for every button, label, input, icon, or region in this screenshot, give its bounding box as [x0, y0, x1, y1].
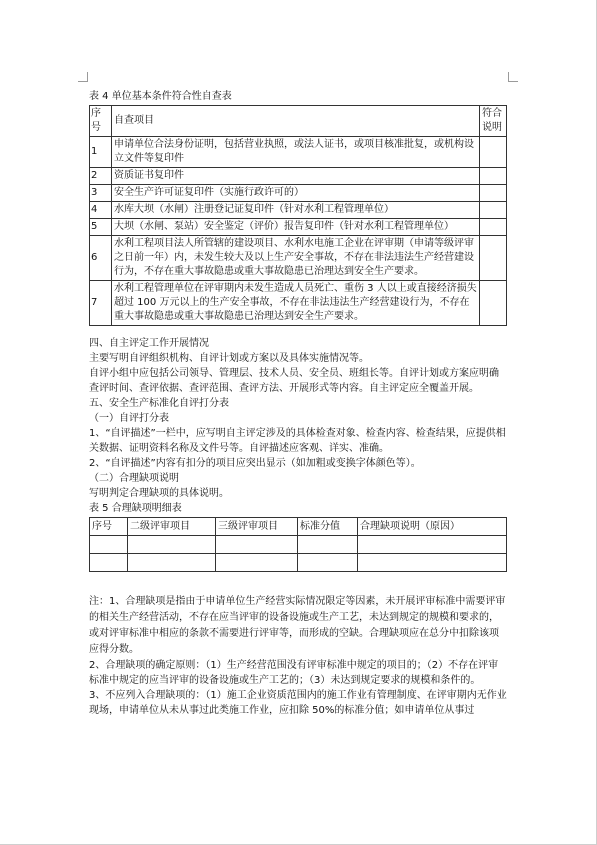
note-1: 注：1、合理缺项是指由于申请单位生产经营实际情况限定等因素，未开展评审标准中需要评审的相关生产经营活动，不存在应当评审的设备设施或生产工艺，未达到规定的规模和要求的，或对评审标准中相应的条款不需要进行评审等，而形成的空缺。合理缺项应在总分中扣除该项应得分数。: [89, 596, 506, 655]
section4-paragraph-2: 自评小组中应包括公司领导、管理层、技术人员、安全员、班组长等。自评计划或方案应明确查评时间、查评依据、查评范围、查评方法、开展形式等内容。自主评定应全覆盖开展。: [89, 368, 499, 394]
table-row: [90, 137, 507, 168]
table4-header-ok: 符合说明: [480, 106, 507, 137]
table5-header-reason: 合理缺项说明（原因）: [358, 518, 507, 536]
section5-title: 五、安全生产标准化自评打分表: [89, 398, 229, 409]
table-row: [90, 281, 507, 326]
table4-cell-item: 安全生产许可证复印件（实施行政许可的）: [112, 185, 480, 202]
table4-cell-item: 水利工程管理单位在评审期内未发生造成人员死亡、重伤 3 人以上或直接经济损失超过 100 万元以上的生产安全事故，不存在非法违法生产经营建设行为，不存在重大事故隐患或重大事故隐患已治理达到安全生产要求。: [112, 281, 480, 326]
table5-header-level3: 三级评审项目: [216, 518, 298, 536]
table5-cell: [128, 554, 216, 572]
note-3: 3、不应列入合理缺项的：（1）施工企业资质范围内的施工作业有管理制度、在评审期内无作业现场，申请单位从未从事过此类施工作业，应扣除 50%的标准分值；如申请单位从事过: [89, 690, 507, 716]
table4-cell-item: 资质证书复印件: [112, 168, 480, 185]
table4-cell-no: 3: [90, 185, 112, 202]
table5-header-row: [90, 518, 507, 536]
table4-cell-ok: [480, 219, 507, 236]
table-row: [90, 185, 507, 202]
table4-cell-item: 大坝（水闸、泵站）安全鉴定（评价）报告复印件（针对水利工程管理单位）: [112, 219, 480, 236]
table5-cell: [358, 554, 507, 572]
table5-cell: [90, 536, 128, 554]
table4-cell-item: 申请单位合法身份证明，包括营业执照，或法人证书，或项目核准批复，或机构设立文件等复印件: [112, 137, 480, 168]
crop-mark-top-right: [508, 72, 518, 82]
table5-header-level2: 二级评审项目: [128, 518, 216, 536]
document-body: [89, 89, 507, 718]
table5-cell: [216, 554, 298, 572]
table-row: [90, 219, 507, 236]
table-row: [90, 202, 507, 219]
table4-cell-no: 7: [90, 281, 112, 326]
table4-cell-ok: [480, 281, 507, 326]
table4-cell-item: 水库大坝（水闸）注册登记证复印件（针对水利工程管理单位）: [112, 202, 480, 219]
table-row: [90, 554, 507, 572]
table4-header-row: [90, 106, 507, 137]
table5-cell: [90, 554, 128, 572]
table-row: [90, 536, 507, 554]
table-row: [90, 236, 507, 281]
table4-header-no: 序号: [90, 106, 112, 137]
section5-paragraph: 写明判定合理缺项的具体说明。: [89, 488, 229, 499]
crop-mark-top-left: [78, 72, 88, 82]
table5-cell: [298, 554, 358, 572]
table5-header-score: 标准分值: [298, 518, 358, 536]
section5-item-2: 2、“自评描述”内容有扣分的项目应突出显示（如加粗或变换字体颜色等）。: [89, 458, 421, 469]
table5-cell: [298, 536, 358, 554]
section4-title: 四、自主评定工作开展情况: [89, 338, 209, 349]
table5-cell: [128, 536, 216, 554]
table4-cell-ok: [480, 202, 507, 219]
table-row: [90, 168, 507, 185]
section5-subheading-2: （二）合理缺项说明: [89, 473, 179, 484]
table4-cell-no: 5: [90, 219, 112, 236]
table4-cell-ok: [480, 236, 507, 281]
section5-subheading-1: （一）自评打分表: [89, 413, 169, 424]
table4-header-item: 自查项目: [112, 106, 480, 137]
table4-self-check: [89, 105, 507, 326]
table4-cell-no: 6: [90, 236, 112, 281]
table4-cell-no: 1: [90, 137, 112, 168]
table5-cell: [216, 536, 298, 554]
table4-cell-no: 4: [90, 202, 112, 219]
section4-paragraph-1: 主要写明自评组织机构、自评计划或方案以及具体实施情况等。: [89, 353, 369, 364]
section5-item-1: 1、“自评描述”一栏中，应写明自主评定涉及的具体检查对象、检查内容、检查结果，应提供相关数据、证明资料名称及文件号等。自评描述应客观、详实、准确。: [89, 428, 506, 454]
note-2: 2、合理缺项的确定原则：（1）生产经营范围没有评审标准中规定的项目的；（2）不存在评审标准中规定的应当评审的设备设施或生产工艺的；（3）未达到规定要求的规模和条件的。: [89, 660, 499, 686]
table4-cell-item: 水利工程项目法人所管辖的建设项目、水利水电施工企业在评审期（申请等级评审之日前一年）内，未发生较大及以上生产安全事故，不存在非法违法生产经营建设行为，不存在重大事故隐患或重大事故隐患已治理达到安全生产要求。: [112, 236, 480, 281]
table5-caption: 表 5 合理缺项明细表: [89, 503, 182, 514]
table5-missing-items: [89, 517, 507, 572]
table4-cell-ok: [480, 168, 507, 185]
table4-caption: 表 4 单位基本条件符合性自查表: [89, 91, 232, 102]
table4-cell-ok: [480, 137, 507, 168]
table4-cell-no: 2: [90, 168, 112, 185]
table4-cell-ok: [480, 185, 507, 202]
table5-cell: [358, 536, 507, 554]
table5-header-no: 序号: [90, 518, 128, 536]
